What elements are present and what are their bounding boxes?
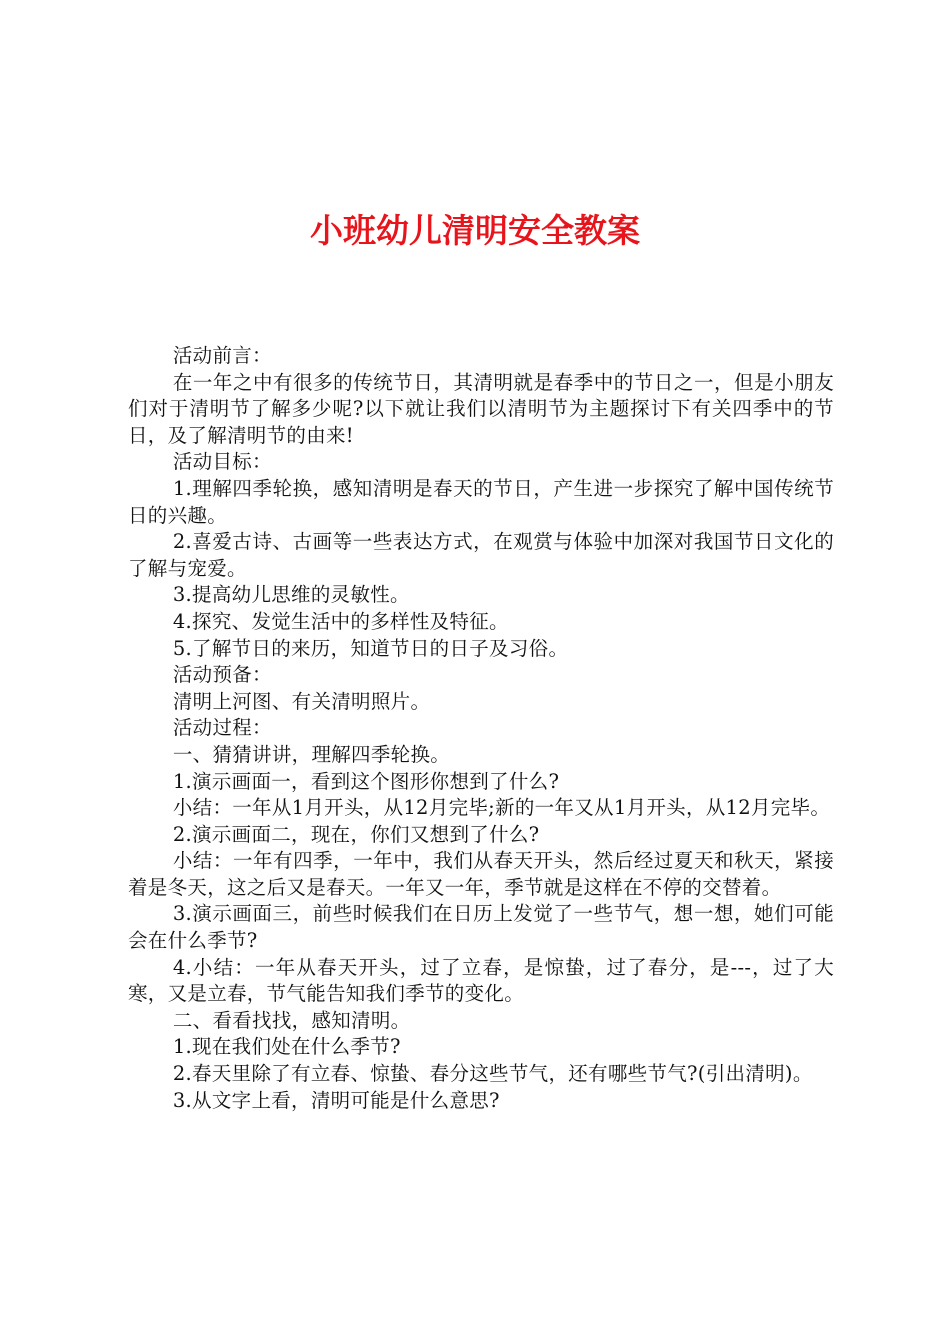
paragraph-section-2: 二、看看找找，感知清明。	[172, 1008, 411, 1032]
paragraph-summary-2: 小结：一年有四季，一年中，我们从春天开头，然后经过夏天和秋天，紧接着是冬天，这之后又是春天。一年又一年，季节就是这样在不停的交替着。	[128, 849, 834, 899]
paragraph-step-2-2: 2.春天里除了有立春、惊蛰、春分这些节气，还有哪些节气?(引出清明)。	[172, 1062, 813, 1086]
document-body	[128, 343, 834, 1114]
paragraph-intro-heading: 活动前言：	[172, 344, 272, 367]
paragraph-process-heading: 活动过程：	[172, 716, 272, 740]
paragraph-goal-5: 5.了解节日的来历，知道节日的日子及习俗。	[172, 636, 569, 660]
paragraph-intro: 在一年之中有很多的传统节日，其清明就是春季中的节日之一，但是小朋友们对于清明节了解多少呢?以下就让我们以清明节为主题探讨下有关四季中的节日，及了解清明节的由来!	[128, 370, 834, 447]
paragraph-step-1-1: 1.演示画面一，看到这个图形你想到了什么?	[172, 769, 560, 793]
paragraph-goal-1: 1.理解四季轮换，感知清明是春天的节日，产生进一步探究了解中国传统节日的兴趣。	[128, 476, 834, 527]
document-title: 小班幼儿清明安全教案	[310, 211, 640, 250]
paragraph-goal-4: 4.探究、发觉生活中的多样性及特征。	[172, 609, 509, 633]
paragraph-prep-heading: 活动预备：	[172, 663, 272, 687]
paragraph-goals-heading: 活动目标：	[172, 450, 272, 474]
paragraph-prep: 清明上河图、有关清明照片。	[172, 689, 431, 713]
paragraph-goal-3: 3.提高幼儿思维的灵敏性。	[172, 583, 410, 607]
paragraph-summary-1: 小结：一年从1月开头，从12月完毕;新的一年又从1月开头，从12月完毕。	[172, 796, 831, 820]
paragraph-step-2-3: 3.从文字上看，清明可能是什么意思?	[172, 1088, 500, 1112]
paragraph-step-1-2: 2.演示画面二，现在，你们又想到了什么?	[172, 822, 540, 846]
paragraph-step-1-4: 4.小结：一年从春天开头，过了立春，是惊蛰，过了春分，是---，过了大寒，又是立春，节气能告知我们季节的变化。	[128, 955, 834, 1006]
paragraph-step-2-1: 1.现在我们处在什么季节?	[172, 1035, 401, 1059]
paragraph-section-1: 一、猜猜讲讲，理解四季轮换。	[172, 742, 451, 766]
paragraph-goal-2: 2.喜爱古诗、古画等一些表达方式，在观赏与体验中加深对我国节日文化的了解与宠爱。	[128, 530, 834, 580]
paragraph-step-1-3: 3.演示画面三，前些时候我们在日历上发觉了一些节气，想一想，她们可能会在什么季节?	[128, 902, 834, 953]
